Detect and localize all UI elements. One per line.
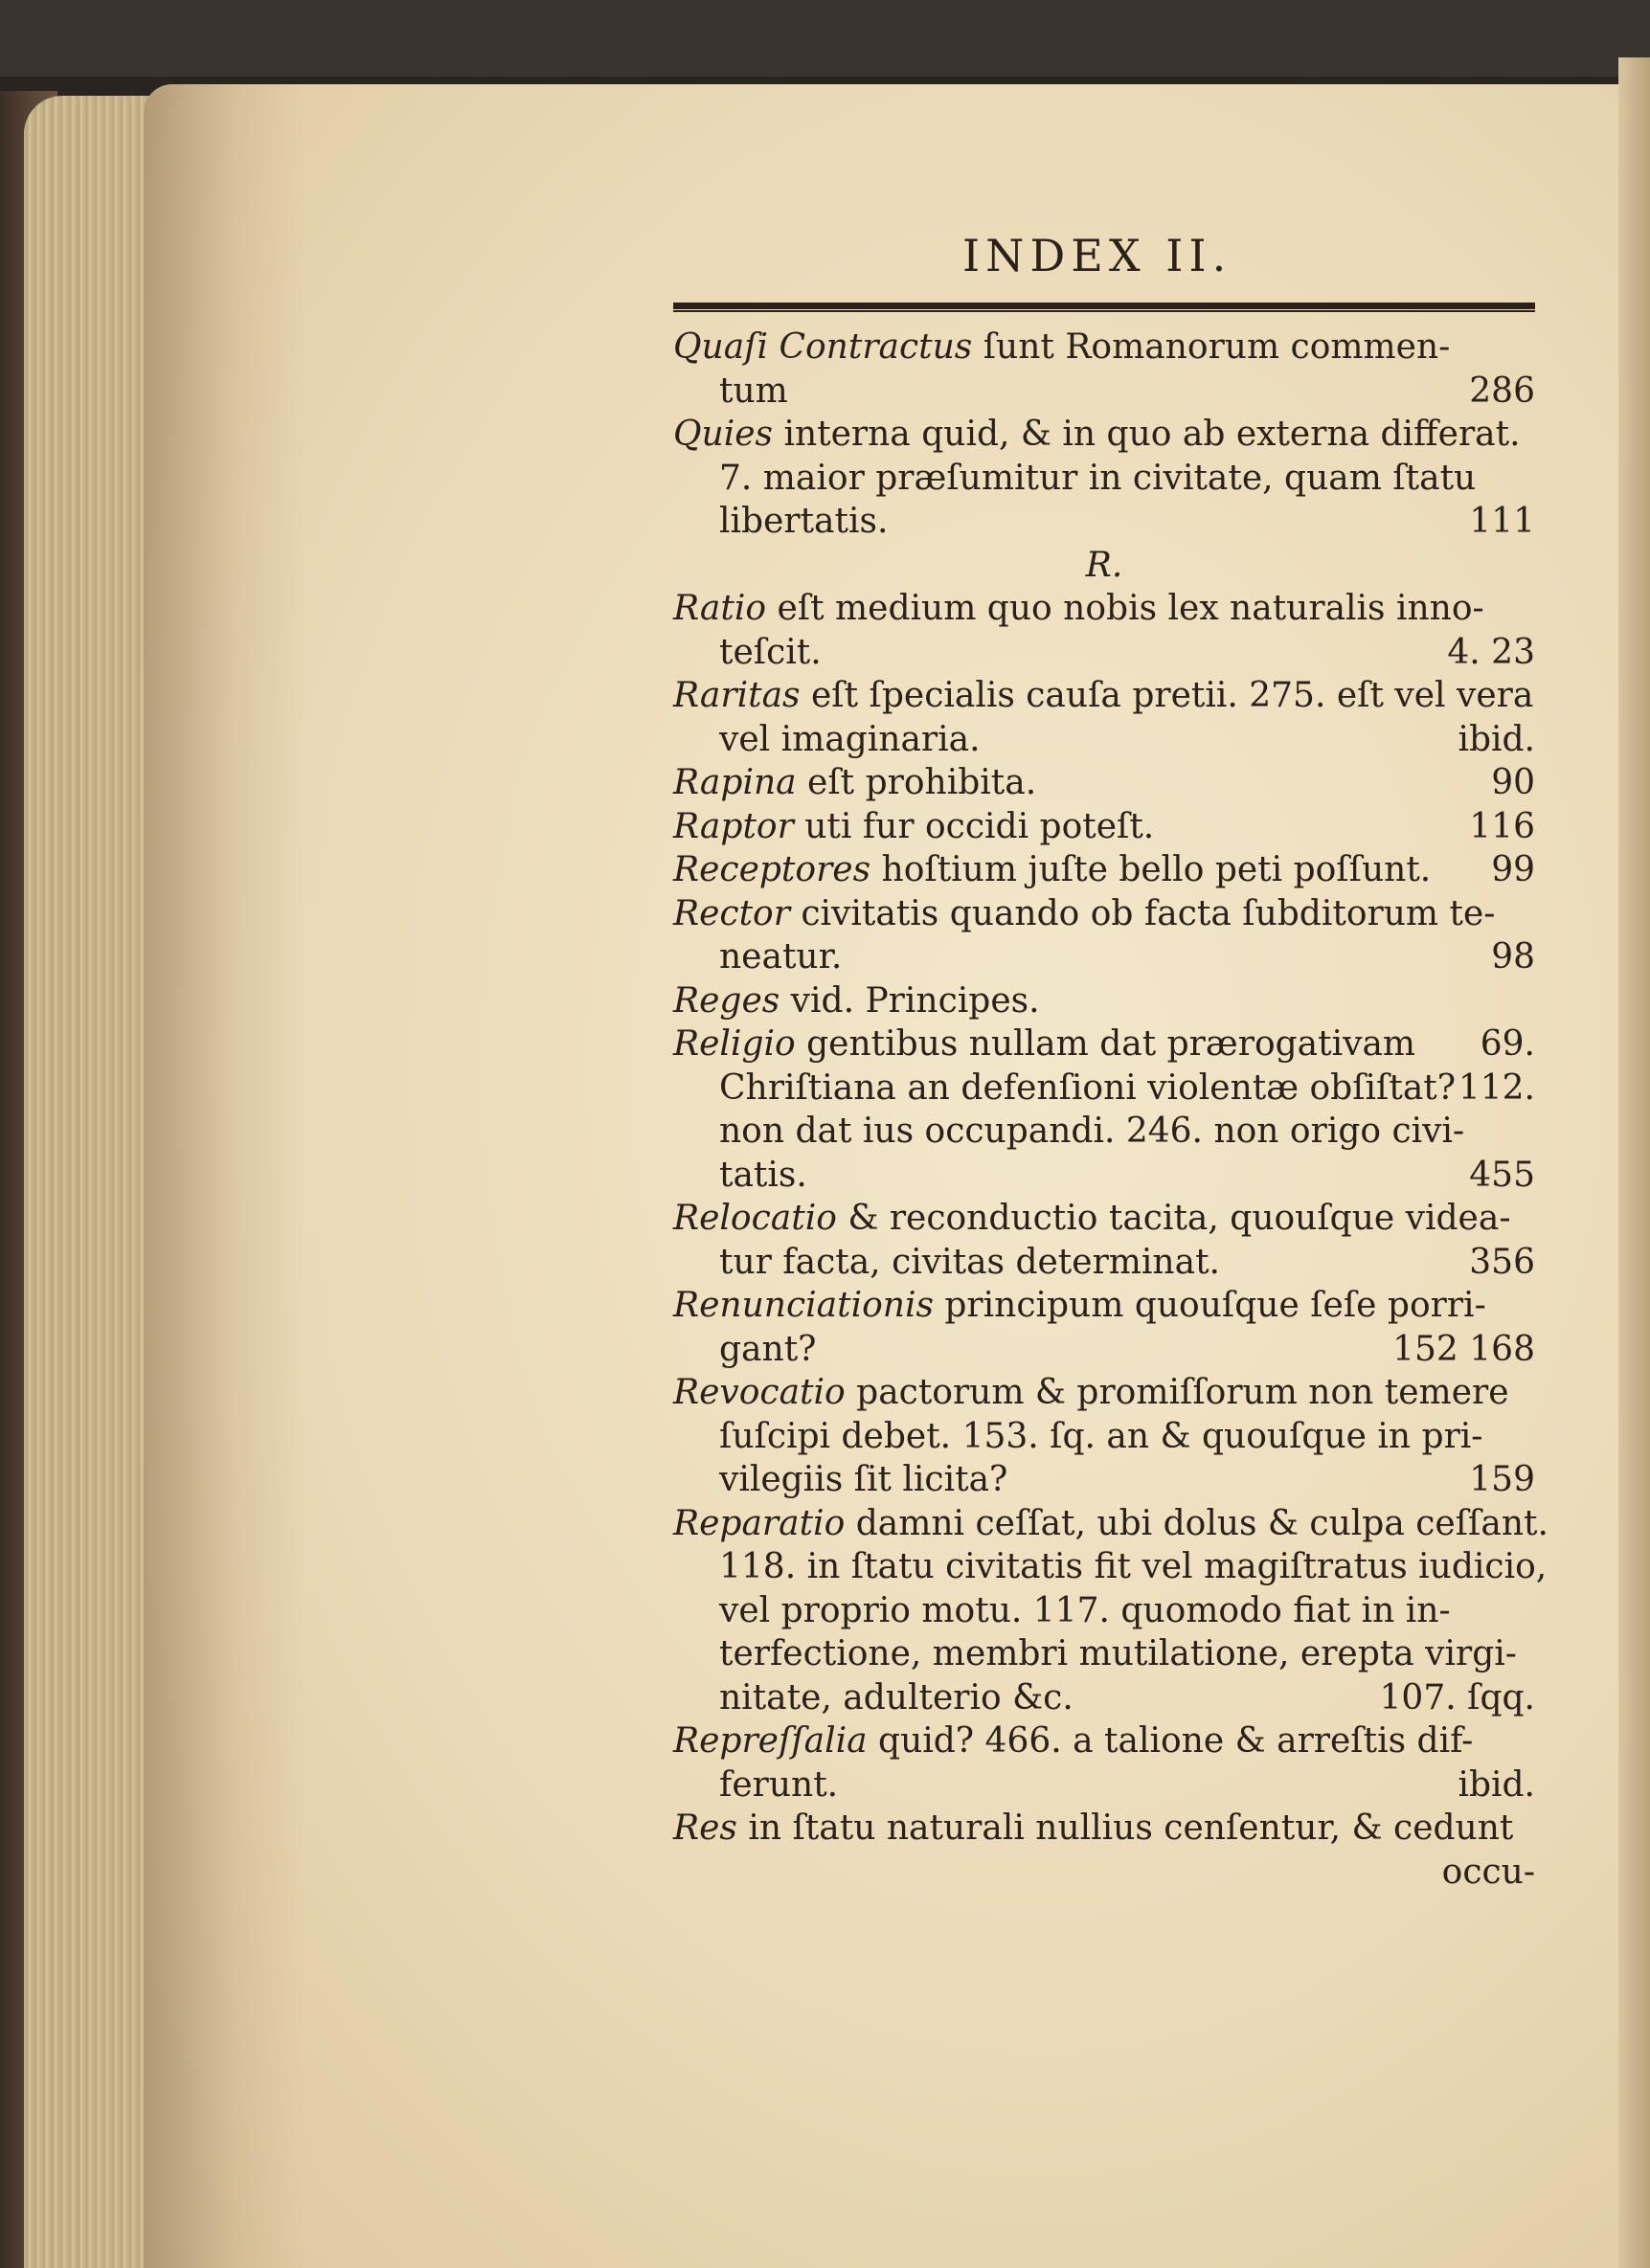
index-line (673, 587, 1535, 631)
page-reference: 90 (1491, 763, 1535, 802)
page-reference: 286 (1469, 371, 1535, 411)
page-gutter-shadow (144, 84, 306, 2268)
index-text: ſunt Romanorum commen- (972, 327, 1451, 367)
index-line (673, 1807, 1535, 1851)
index-line (673, 1851, 1535, 1895)
index-line (673, 1502, 1548, 1546)
index-line (673, 500, 1535, 544)
index-line (673, 1719, 1535, 1763)
page-title: INDEX II. (962, 230, 1232, 281)
index-text: Chriſtiana an defenſioni violentæ obſiſtat? (719, 1067, 1457, 1108)
index-headword: Quaſi Contractus (673, 327, 973, 367)
index-text: tur facta, civitas determinat. (719, 1242, 1220, 1282)
index-text: vel proprio motu. 117. quomodo fiat in in- (719, 1590, 1451, 1630)
index-line (673, 892, 1535, 936)
index-text: teſcit. (719, 632, 822, 672)
index-text: 118. in ſtatu civitatis fit vel magiſtratus iudicio, (719, 1547, 1548, 1586)
page-reference: ibid. (1458, 1764, 1535, 1805)
index-text: libertatis. (719, 502, 889, 541)
index-line (673, 326, 1535, 370)
index-headword: Revocatio (673, 1373, 846, 1412)
index-line (673, 1284, 1535, 1328)
index-text: tum (719, 371, 788, 411)
index-headword: Repreſſalia (673, 1721, 868, 1761)
index-text: & reconductio tacita, quouſque videa- (836, 1199, 1511, 1238)
page-reference: 455 (1469, 1155, 1535, 1195)
page-reference: 356 (1469, 1242, 1535, 1282)
page-reference: 112. (1458, 1067, 1535, 1108)
page-right-edge (1618, 57, 1650, 2268)
index-line (673, 1197, 1535, 1241)
index-line (673, 457, 1535, 501)
index-line (673, 1067, 1535, 1111)
index-text: nitate, adulterio &c. (719, 1677, 1074, 1718)
index-line (673, 805, 1535, 849)
index-headword: Ratio (673, 589, 767, 628)
index-text: non dat ius occupandi. 246. non origo civi- (719, 1112, 1465, 1151)
index-text: tatis. (719, 1155, 807, 1195)
index-headword: Rector (673, 893, 790, 933)
index-text: hoſtium juſte bello peti poſſunt. (870, 850, 1432, 889)
index-headword: Rapina (673, 763, 797, 802)
page-reference: 69. (1480, 1024, 1535, 1064)
index-text: gentibus nullam dat prærogativam (795, 1024, 1416, 1064)
index-line (673, 1328, 1535, 1372)
index-text: gant? (719, 1329, 817, 1369)
index-line (673, 370, 1535, 414)
page-reference: 116 (1469, 806, 1535, 846)
page-reference: 152 168 (1392, 1329, 1535, 1369)
index-headword: Relocatio (673, 1199, 837, 1238)
index-text: civitatis quando ob facta ſubditorum te- (789, 893, 1496, 933)
page-reference: 98 (1491, 937, 1535, 977)
index-line (673, 1589, 1535, 1633)
index-headword: Religio (673, 1024, 796, 1064)
index-text: vid. Principes. (780, 980, 1040, 1021)
index-line (673, 848, 1535, 892)
header-rule (673, 303, 1535, 309)
index-headword: Res (673, 1808, 737, 1848)
index-line (673, 1545, 1548, 1589)
index-text: R. (1085, 545, 1123, 585)
index-text: in ſtatu naturali nullius cenſentur, & cedunt (736, 1808, 1514, 1848)
index-headword: Renunciationis (673, 1286, 934, 1325)
index-text: ferunt. (719, 1764, 839, 1805)
index-text: eſt prohibita. (796, 763, 1037, 802)
index-line (673, 1110, 1535, 1154)
index-line (673, 1676, 1535, 1720)
index-text: neatur. (719, 937, 843, 977)
index-text: principum quouſque ſeſe porri- (933, 1286, 1486, 1325)
index-text: vilegiis ſit licita? (719, 1460, 1008, 1499)
index-text: eſt medium quo nobis lex naturalis inno- (766, 589, 1484, 628)
index-text: terfectione, membri mutilatione, erepta virgi- (719, 1634, 1517, 1673)
index-text: pactorum & promiſſorum non temere (845, 1373, 1509, 1412)
index-headword: Quies (673, 415, 773, 454)
index-headword: Reparatio (673, 1503, 846, 1543)
index-entries (673, 326, 1548, 1894)
index-text: ſuſcipi debet. 153. ſq. an & quouſque in pri- (719, 1416, 1483, 1456)
index-headword: Raritas (673, 676, 801, 715)
index-line (673, 979, 1535, 1023)
index-text: vel imaginaria. (719, 719, 981, 759)
index-line (673, 413, 1535, 457)
index-text: uti fur occidi poteſt. (793, 806, 1155, 846)
index-headword: Receptores (673, 850, 871, 889)
page-reference: 107. ſqq. (1379, 1677, 1535, 1718)
index-line (673, 1458, 1535, 1502)
index-line (673, 1415, 1535, 1459)
index-text: 7. maior præſumitur in civitate, quam ſtatu (719, 458, 1477, 498)
index-line (673, 718, 1535, 762)
index-line (673, 674, 1535, 718)
page-reference: ibid. (1458, 719, 1535, 759)
index-text: eſt ſpecialis cauſa pretii. 275. eſt vel vera (800, 676, 1534, 715)
page-reference: 99 (1491, 850, 1535, 889)
page-reference: 111 (1469, 502, 1535, 541)
section-letter (673, 544, 1535, 588)
page-reference: 159 (1469, 1460, 1535, 1499)
index-line (673, 935, 1535, 979)
index-headword: Raptor (673, 806, 794, 846)
index-line (673, 1632, 1535, 1676)
background-strip (0, 0, 1650, 77)
index-text: quid? 466. a talione & arreſtis dif- (867, 1721, 1474, 1761)
index-line (673, 1022, 1535, 1067)
index-line (673, 1154, 1535, 1198)
index-headword: Reges (673, 980, 780, 1021)
index-line (673, 1371, 1535, 1415)
index-line (673, 761, 1535, 805)
index-line (673, 1241, 1535, 1285)
page-reference: occu- (1441, 1852, 1535, 1892)
index-line (673, 1763, 1535, 1808)
page-reference: 4. 23 (1447, 632, 1535, 672)
index-line (673, 631, 1535, 675)
index-text: interna quid, & in quo ab externa differat. (773, 415, 1521, 454)
index-text: damni ceſſat, ubi dolus & culpa ceſſant. (845, 1503, 1548, 1543)
